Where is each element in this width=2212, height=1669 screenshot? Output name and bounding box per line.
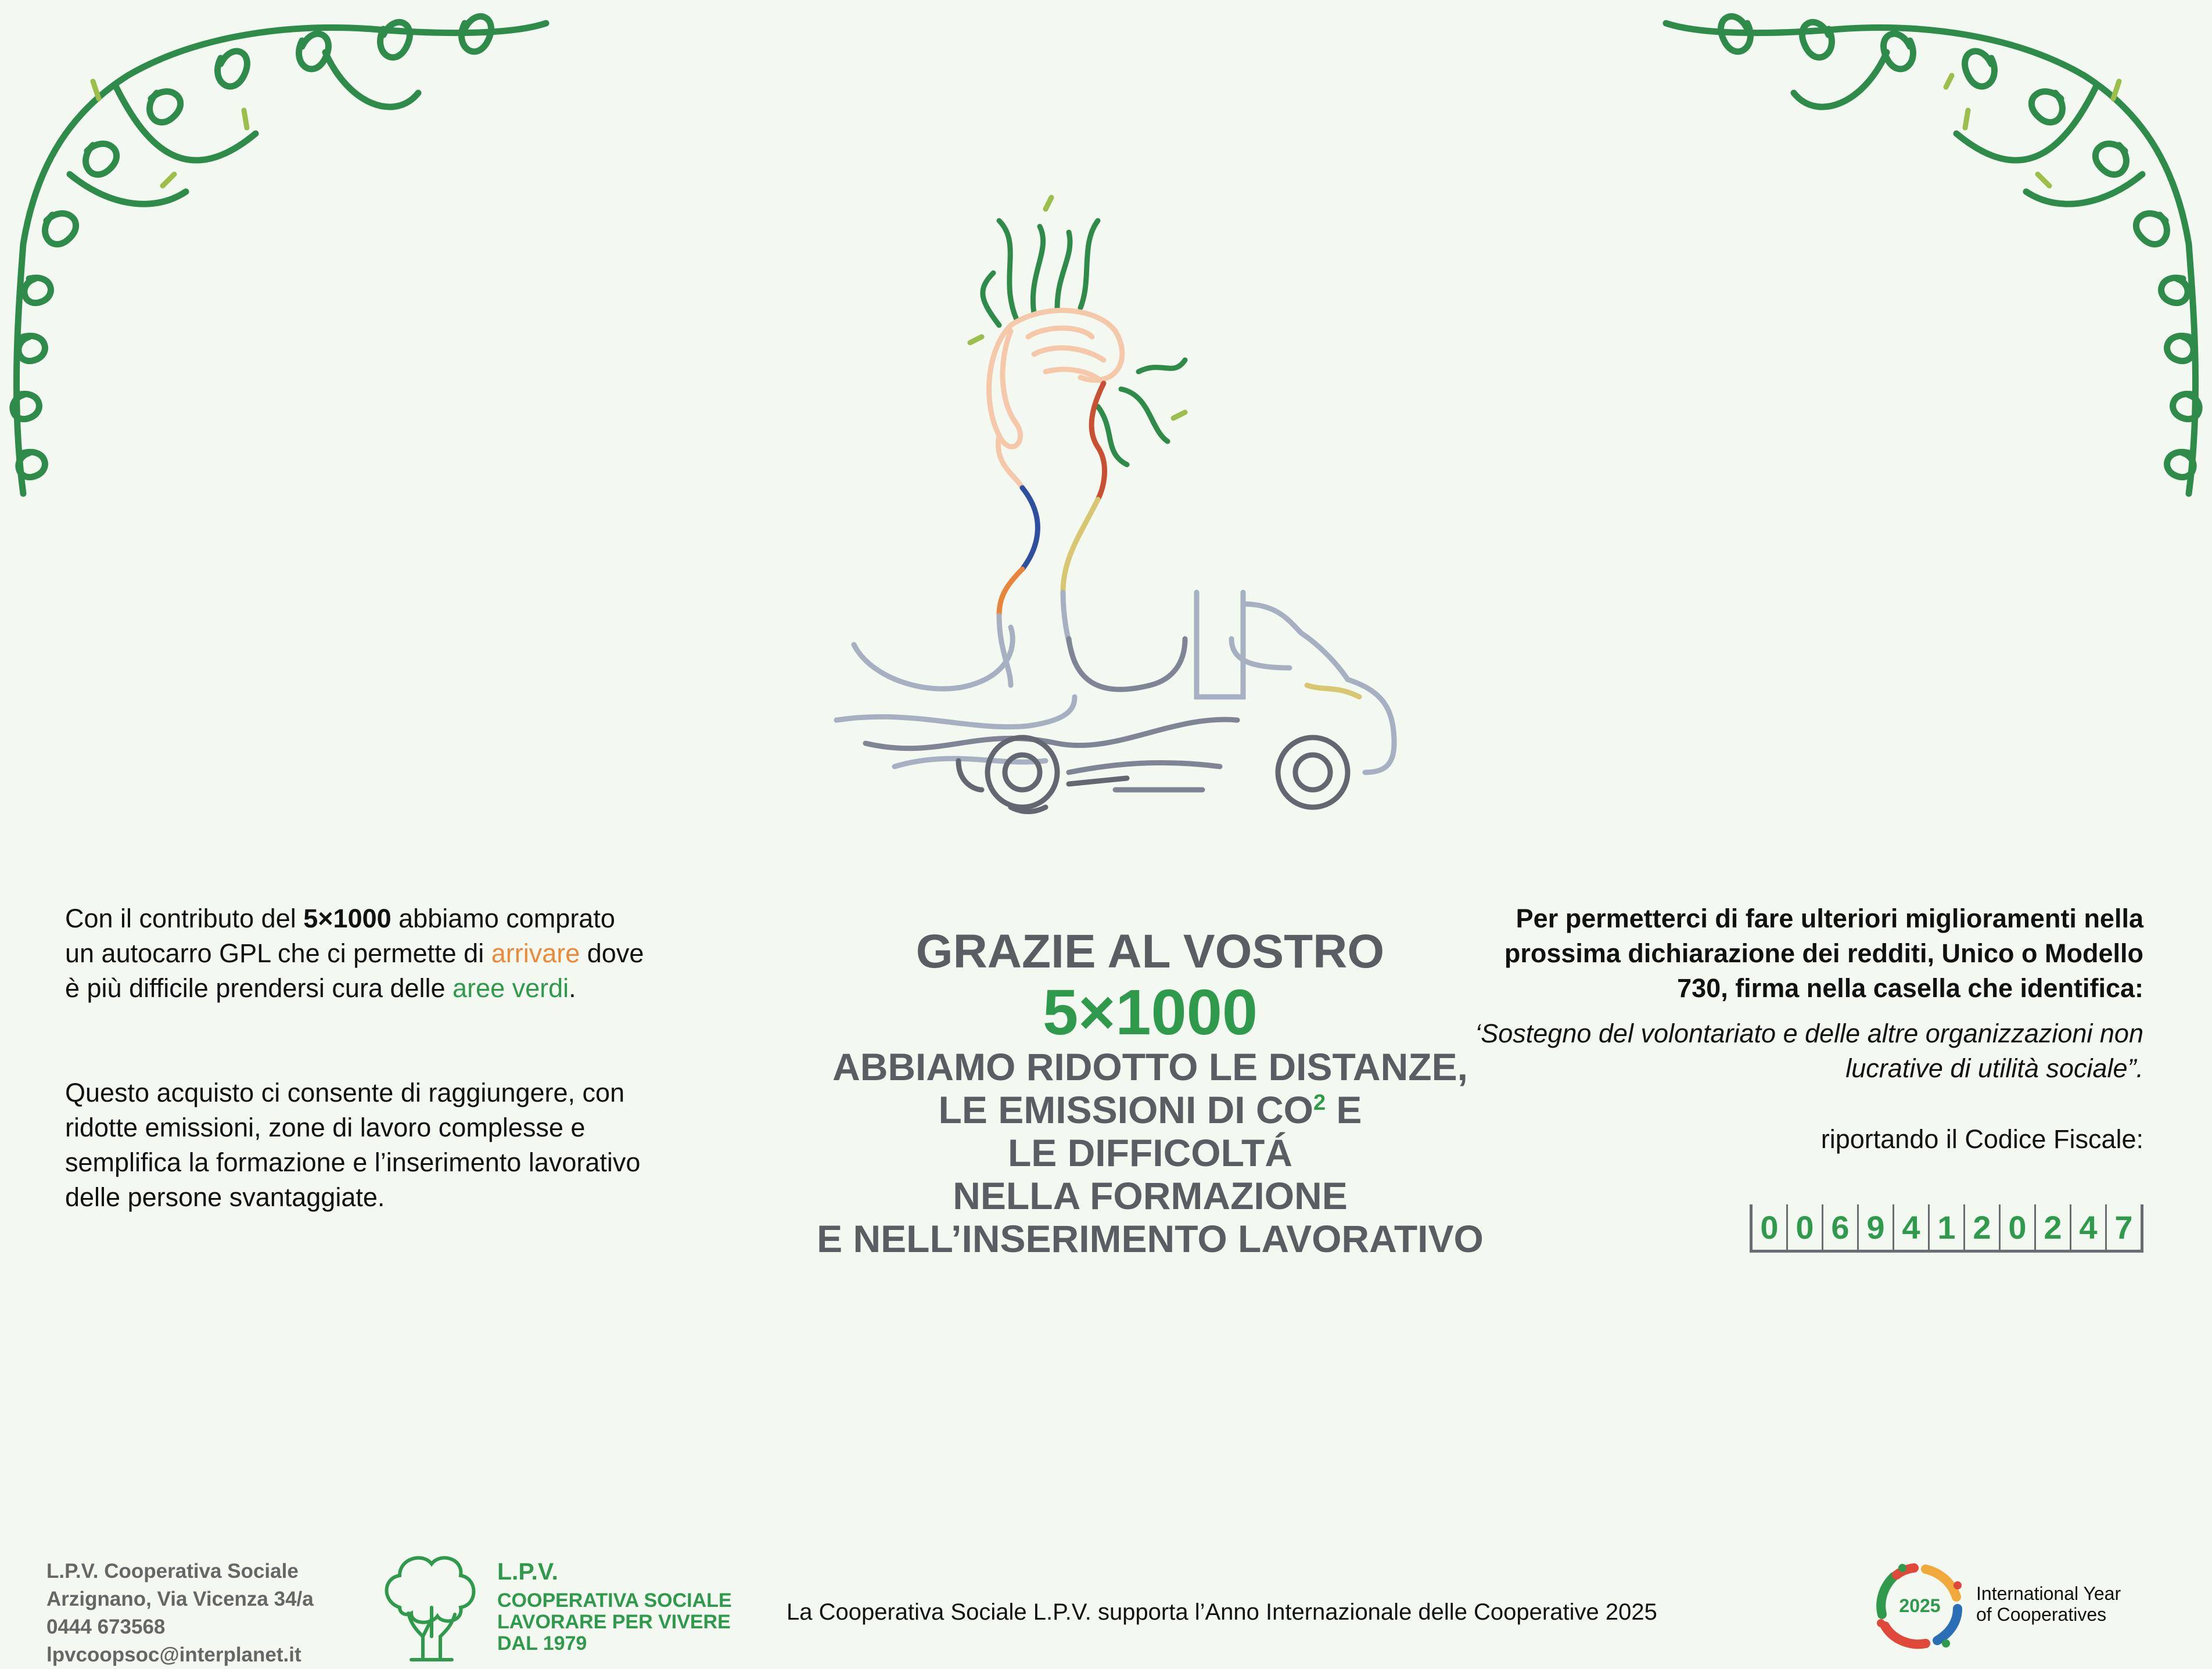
lpv-tree-logo-icon xyxy=(376,1549,487,1666)
cf-digit: 2 xyxy=(2036,1204,2071,1250)
highlight-aree-verdi: aree verdi xyxy=(453,973,569,1003)
right-text-block xyxy=(1458,901,2143,1157)
highlight-arrivare: arrivare xyxy=(491,938,580,968)
lpv-logo-subtitle: COOPERATIVA SOCIALE LAVORARE PER VIVERE DAL 1979 xyxy=(497,1589,732,1654)
left-paragraph-2: Questo acquisto ci consente di raggiungere, con ridotte emissioni, zone di lavoro complesse e semplifica la formazione e l’inserimento lavorativo delle persone svantaggiate. xyxy=(65,1078,641,1212)
cf-digit: 0 xyxy=(1788,1204,1823,1250)
cf-digit: 4 xyxy=(2071,1204,2107,1250)
center-title xyxy=(726,923,1574,1260)
footer-message: La Cooperativa Sociale L.P.V. supporta l’Anno Internazionale delle Cooperative 2025 xyxy=(787,1599,1657,1625)
lpv-logo-name: L.P.V. xyxy=(497,1558,558,1585)
title-line-7: E NELL’INSERIMENTO LAVORATIVO xyxy=(817,1217,1484,1260)
codice-fiscale-box xyxy=(1750,1204,2143,1253)
left-paragraph-1: Con il contributo del 5×1000 abbiamo comprato un autocarro GPL che ci permette di arrivare dove è più difficile prendersi cura delle aree verdi. xyxy=(65,904,644,1003)
right-quote: ‘Sostegno del volontariato e delle altre organizzazioni non lucrative di utilità sociale”. xyxy=(1475,1019,2143,1083)
title-line-6: NELLA FORMAZIONE xyxy=(953,1174,1348,1217)
cf-digit: 1 xyxy=(1930,1204,1965,1250)
cf-digit: 4 xyxy=(1894,1204,1930,1250)
right-intro: Per permetterci di fare ulteriori miglioramenti nella prossima dichiarazione dei redditi, Unico o Modello 730, firma nella casella che identifica: xyxy=(1504,904,2143,1003)
cf-digit: 2 xyxy=(1965,1204,2001,1250)
cf-digit: 0 xyxy=(1753,1204,1788,1250)
title-line-1: GRAZIE AL VOSTRO xyxy=(915,925,1385,978)
cf-digit: 0 xyxy=(2001,1204,2036,1250)
cf-digit: 9 xyxy=(1859,1204,1894,1250)
org-name: L.P.V. Cooperativa Sociale xyxy=(46,1560,299,1582)
org-email: lpvcoopsoc@interplanet.it xyxy=(46,1643,301,1666)
truck-hand-illustration xyxy=(825,186,1412,819)
org-phone: 0444 673568 xyxy=(46,1616,166,1638)
title-line-3: ABBIAMO RIDOTTO LE DISTANZE, xyxy=(832,1045,1468,1088)
title-5x1000: 5×1000 xyxy=(1042,977,1258,1048)
left-text-block xyxy=(65,901,646,1285)
title-line-5: LE DIFFICOLTÁ xyxy=(1007,1131,1293,1174)
iyc-2025-logo-icon xyxy=(1870,1556,1969,1655)
iyc-year: 2025 xyxy=(1899,1595,1941,1616)
title-line-4: LE EMISSIONI DI $CO^2$ E xyxy=(938,1088,1362,1131)
cf-digit: 6 xyxy=(1823,1204,1859,1250)
iyc-text: International Year of Cooperatives xyxy=(1976,1583,2121,1625)
cf-digit: 7 xyxy=(2114,1208,2133,1246)
codice-fiscale-label: riportando il Codice Fiscale: xyxy=(1820,1124,2143,1154)
org-address: Arzignano, Via Vicenza 34/a xyxy=(46,1588,314,1610)
footer-contact xyxy=(46,1558,314,1669)
